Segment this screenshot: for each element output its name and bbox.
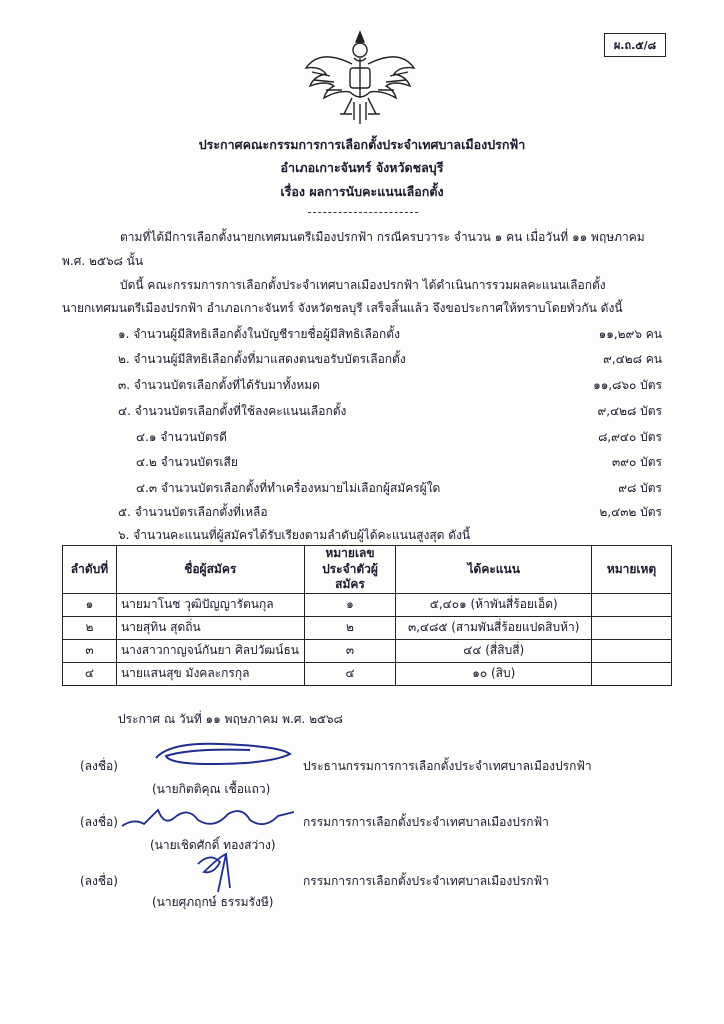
item-label: ๑. จำนวนผู้มีสิทธิเลือกตั้งในบัญชีรายชื่อผู้มีสิทธิเลือกตั้ง (118, 327, 400, 341)
cell-votes: ๓,๔๘๕ (สามพันสี่ร้อยแปดสิบห้า) (396, 616, 592, 639)
cell-remark (592, 639, 672, 662)
cell-name: นางสาวกาญจน์กันยา ศิลปวัฒน์ธน (116, 639, 304, 662)
cell-remark (592, 662, 672, 685)
cell-number: ๓ (304, 639, 396, 662)
header-divider (308, 212, 418, 213)
cell-number: ๒ (304, 616, 396, 639)
col-name: ชื่อผู้สมัคร (116, 546, 304, 594)
header-title: ประกาศคณะกรรมการการเลือกตั้งประจำเทศบาลเมืองปรกฟ้า (198, 137, 526, 152)
col-number-line2: ประจำตัวผู้สมัคร (322, 561, 378, 592)
cell-votes: ๔๔ (สี่สิบสี่) (396, 639, 592, 662)
col-rank: ลำดับที่ (63, 546, 117, 594)
item-value: ๒,๔๓๒ บัตร (599, 505, 662, 519)
signature-position: ประธานกรรมการการเลือกตั้งประจำเทศบาลเมืองปรกฟ้า (303, 759, 592, 773)
cell-remark (592, 616, 672, 639)
item-label: ๕. จำนวนบัตรเลือกตั้งที่เหลือ (118, 505, 268, 519)
item-label: ๔.๒ จำนวนบัตรเสีย (136, 455, 238, 469)
intro-p2-line2: นายกเทศมนตรีเมืองปรกฟ้า อำเภอเกาะจันทร์ จังหวัดชลบุรี เสร็จสิ้นแล้ว จึงขอประกาศให้ทราบโดยทั่วกัน ดังนี้ (62, 301, 623, 315)
cell-name: นายสุทิน สุดถิ่น (116, 616, 304, 639)
signature-position: กรรมการการเลือกตั้งประจำเทศบาลเมืองปรกฟ้า (303, 815, 549, 829)
signature-mark (118, 800, 308, 836)
cell-name: นายมาโนช วุฒิปัญญารัตนกุล (116, 593, 304, 616)
cell-votes: ๑๐ (สิบ) (396, 662, 592, 685)
cell-number: ๔ (304, 662, 396, 685)
announce-date: ประกาศ ณ วันที่ ๑๑ พฤษภาคม พ.ศ. ๒๕๖๘ (118, 712, 343, 726)
signature-mark (150, 736, 300, 772)
intro-p2-line1: บัดนี้ คณะกรรมการการเลือกตั้งประจำเทศบาลเมืองปรกฟ้า ได้ดำเนินการรวมผลคะแนนเลือกตั้ง (120, 278, 606, 292)
item-label: ๔. จำนวนบัตรเลือกตั้งที่ใช้ลงคะแนนเลือกตั้ง (118, 404, 347, 418)
item-value: ๑๑,๘๖๐ บัตร (593, 378, 662, 392)
table-header-row (63, 546, 672, 594)
item-label: ๒. จำนวนผู้มีสิทธิเลือกตั้งที่มาแสดงตนขอรับบัตรเลือกตั้ง (118, 352, 406, 366)
table-row (63, 616, 672, 639)
cell-rank: ๓ (63, 639, 117, 662)
col-number (304, 546, 396, 594)
cell-name: นายแสนสุข มังคละกรกุล (116, 662, 304, 685)
signature-mark (190, 848, 250, 896)
item-value: ๓๙๐ บัตร (612, 455, 662, 469)
intro-p1-line1: ตามที่ได้มีการเลือกตั้งนายกเทศมนตรีเมืองปรกฟ้า กรณีครบวาระ จำนวน ๑ คน เมื่อวันที่ ๑๑ พฤษภาคม (120, 230, 645, 244)
table-row (63, 662, 672, 685)
signature-name: (นายเชิดศักดิ์ ทองสว่าง) (150, 838, 276, 852)
cell-number: ๑ (304, 593, 396, 616)
signature-label: (ลงชื่อ) (80, 874, 118, 888)
item-label: ๓. จำนวนบัตรเลือกตั้งที่ได้รับมาทั้งหมด (118, 378, 321, 392)
table-row (63, 593, 672, 616)
signature-name: (นายกิตติคุณ เชื้อแถว) (152, 782, 271, 796)
item-label: ๔.๑ จำนวนบัตรดี (136, 430, 227, 444)
col-number-line1: หมายเลข (325, 546, 375, 560)
item-value: ๑๑,๒๙๖ คน (598, 327, 662, 341)
cell-rank: ๑ (63, 593, 117, 616)
header-location: อำเภอเกาะจันทร์ จังหวัดชลบุรี (280, 160, 444, 175)
cell-rank: ๒ (63, 616, 117, 639)
item-label: ๔.๓ จำนวนบัตรเลือกตั้งที่ทำเครื่องหมายไม่เลือกผู้สมัครผู้ใด (136, 481, 441, 495)
signature-name: (นายศุภฤกษ์ ธรรมรังษี) (152, 895, 274, 909)
item-value: ๘,๙๔๐ บัตร (598, 430, 662, 444)
results-table (62, 545, 672, 686)
item-value: ๙,๔๒๘ บัตร (597, 404, 662, 418)
cell-remark (592, 593, 672, 616)
item-value: ๙๘ บัตร (618, 481, 662, 495)
col-remark: หมายเหตุ (592, 546, 672, 594)
signature-label: (ลงชื่อ) (80, 759, 118, 773)
cell-rank: ๔ (63, 662, 117, 685)
signature-label: (ลงชื่อ) (80, 815, 118, 829)
header-subject: เรื่อง ผลการนับคะแนนเลือกตั้ง (280, 184, 444, 199)
table-row (63, 639, 672, 662)
col-votes: ได้คะแนน (396, 546, 592, 594)
item-value: ๙,๔๒๘ คน (603, 352, 662, 366)
item-label: ๖. จำนวนคะแนนที่ผู้สมัครได้รับเรียงตามลำดับผู้ได้คะแนนสูงสุด ดังนี้ (118, 528, 471, 542)
signature-position: กรรมการการเลือกตั้งประจำเทศบาลเมืองปรกฟ้า (303, 874, 549, 888)
form-code: ผ.ถ.๕/๘ (604, 33, 666, 57)
garuda-emblem-icon (300, 28, 420, 128)
intro-p1-line2: พ.ศ. ๒๕๖๘ นั้น (62, 254, 144, 268)
cell-votes: ๕,๔๐๑ (ห้าพันสี่ร้อยเอ็ด) (396, 593, 592, 616)
